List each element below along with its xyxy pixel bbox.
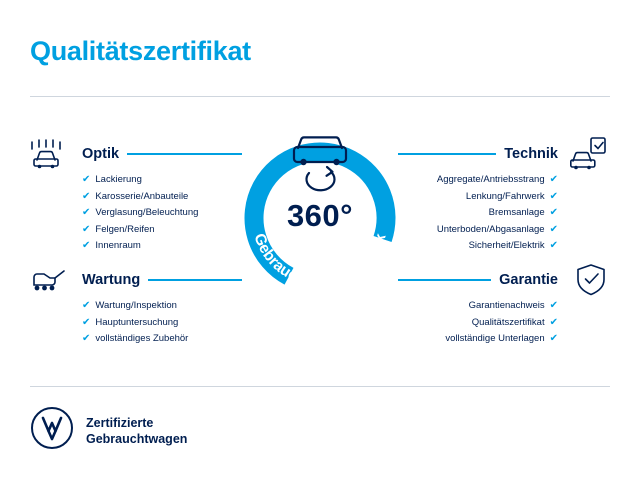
- page-title: Qualitätszertifikat: [30, 36, 251, 66]
- list-item: [398, 298, 558, 315]
- 360-check-badge: [226, 118, 414, 306]
- check-icon: ✔: [82, 174, 91, 186]
- check-icon: ✔: [549, 223, 558, 235]
- list-item: [82, 298, 242, 315]
- list-item: [82, 172, 242, 189]
- list-item-label: vollständiges Zubehör: [95, 333, 189, 344]
- list-item: [398, 331, 558, 348]
- check-icon: ✔: [82, 316, 91, 328]
- check-icon: ✔: [82, 223, 91, 235]
- check-icon: ✔: [549, 316, 558, 328]
- section-wartung-header: [82, 272, 242, 288]
- car-wash-icon: [28, 136, 72, 177]
- list-item-label: Wartung/Inspektion: [95, 300, 177, 311]
- check-icon: ✔: [549, 190, 558, 202]
- check-icon: ✔: [82, 190, 91, 202]
- oil-can-icon: [28, 263, 72, 298]
- list-item: [82, 189, 242, 206]
- section-technik: [398, 146, 558, 255]
- list-item-label: Qualitätszertifikat: [471, 316, 545, 328]
- check-icon: ✔: [549, 174, 558, 186]
- list-item-label: Sicherheit/Elektrik: [468, 240, 545, 251]
- badge-degrees: 360°: [286, 198, 354, 233]
- car-checklist-icon: [570, 136, 612, 177]
- shield-check-icon: [572, 263, 612, 302]
- list-item-label: Lackierung: [95, 174, 142, 185]
- check-icon: ✔: [549, 333, 558, 345]
- section-wartung: [82, 272, 242, 348]
- check-icon: ✔: [82, 240, 91, 252]
- section-garantie: [398, 272, 558, 348]
- vw-logo: [30, 406, 74, 455]
- check-icon: ✔: [549, 207, 558, 219]
- section-garantie-title: Garantie: [499, 272, 558, 288]
- check-icon: ✔: [82, 207, 91, 219]
- section-optik: [82, 146, 242, 255]
- check-icon: ✔: [82, 300, 91, 312]
- divider-top: [30, 96, 610, 97]
- list-item: [82, 331, 242, 348]
- list-item-label: Lenkung/Fahrwerk: [465, 190, 545, 202]
- list-item: [82, 222, 242, 239]
- section-rule: [127, 153, 242, 155]
- section-wartung-items: [82, 298, 242, 348]
- list-item-label: Karosserie/Anbauteile: [95, 190, 189, 202]
- list-item-label: Aggregate/Antriebsstrang: [436, 174, 545, 185]
- list-item-label: Bremsanlage: [488, 207, 545, 218]
- list-item: [398, 205, 558, 222]
- check-icon: ✔: [82, 333, 91, 345]
- list-item: [82, 238, 242, 255]
- list-item-label: vollständige Unterlagen: [445, 333, 545, 344]
- check-icon: ✔: [549, 240, 558, 252]
- section-optik-header: [82, 146, 242, 162]
- list-item-label: Garantienachweis: [468, 300, 545, 311]
- list-item: [82, 205, 242, 222]
- list-item-label: Unterboden/Abgasanlage: [436, 223, 545, 235]
- footer-text: [86, 415, 187, 447]
- divider-bottom: [30, 386, 610, 387]
- check-icon: ✔: [549, 300, 558, 312]
- list-item: [398, 172, 558, 189]
- list-item: [398, 315, 558, 332]
- section-wartung-title: Wartung: [82, 272, 141, 288]
- footer-line-1: Zertifizierte: [86, 415, 154, 430]
- section-garantie-items: [398, 298, 558, 348]
- list-item: [82, 315, 242, 332]
- list-item-label: Verglasung/Beleuchtung: [95, 207, 199, 218]
- section-optik-title: Optik: [82, 146, 120, 162]
- footer: [30, 406, 187, 455]
- list-item: [398, 222, 558, 239]
- section-optik-items: [82, 172, 242, 255]
- list-item: [398, 238, 558, 255]
- section-garantie-header: [398, 272, 558, 288]
- list-item-label: Felgen/Reifen: [95, 223, 155, 235]
- list-item-label: Hauptuntersuchung: [95, 316, 179, 328]
- section-technik-title: Technik: [504, 146, 558, 162]
- footer-line-2: Gebrauchtwagen: [86, 431, 188, 446]
- section-technik-items: [398, 172, 558, 255]
- badge-arc-text: Gebrauchtwagen-Check: [250, 231, 390, 291]
- list-item: [398, 189, 558, 206]
- list-item-label: Innenraum: [95, 240, 141, 251]
- section-technik-header: [398, 146, 558, 162]
